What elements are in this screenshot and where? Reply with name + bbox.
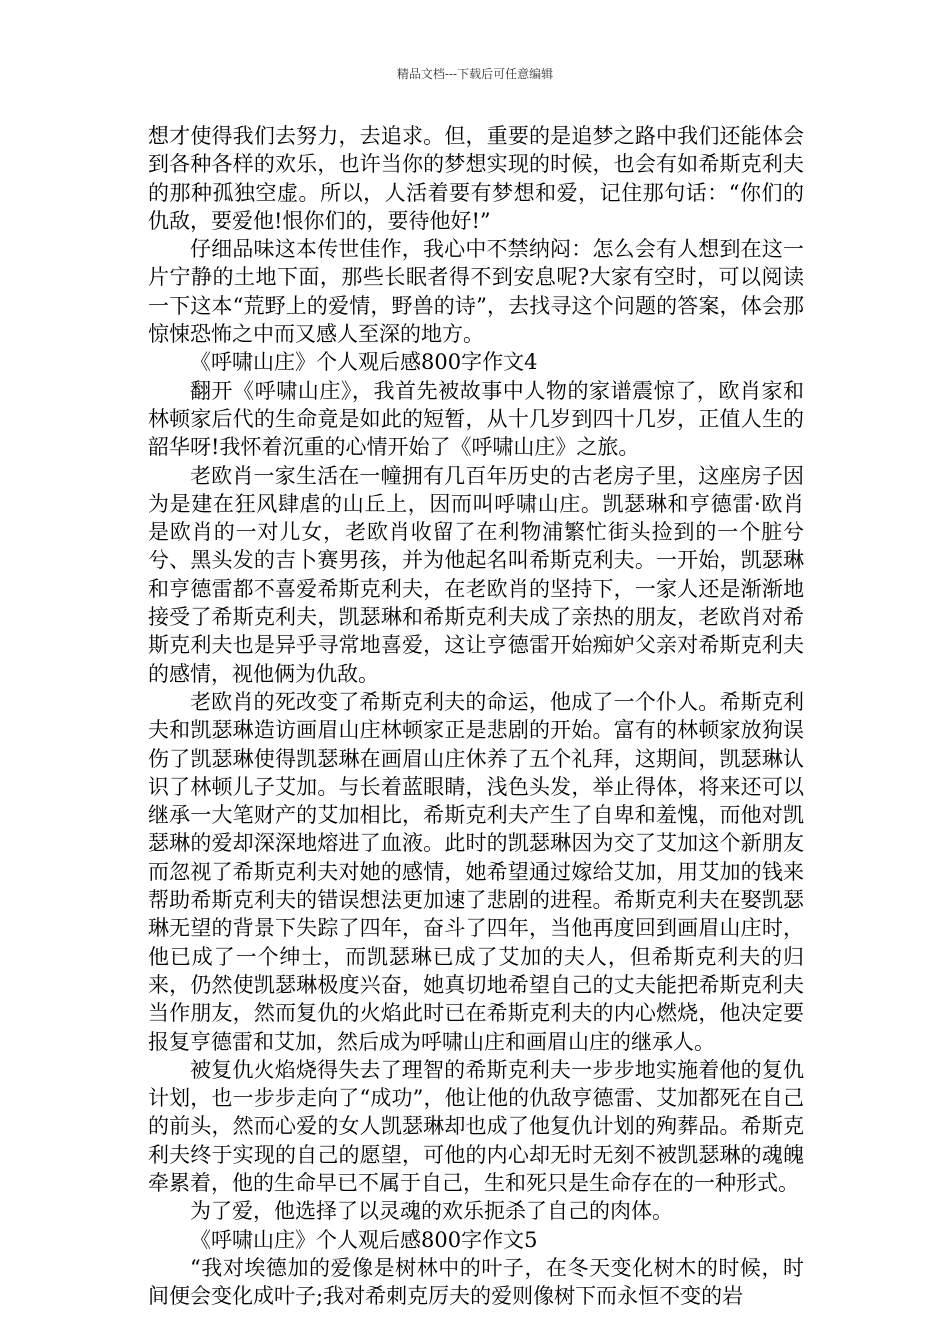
page-header: 精品文档---下载后可任意编辑: [396, 67, 554, 81]
paragraph-8: “我对埃德加的爱像是树林中的叶子，在冬天变化树木的时候，时间便会变化成叶子;我对希刺克厉夫的爱则像树下而永恒不变的岩: [148, 1255, 804, 1309]
section-heading-4: 《呼啸山庄》个人观后感800字作文4: [190, 350, 538, 375]
paragraph-1: 想才使得我们去努力，去追求。但，重要的是追梦之路中我们还能体会到各种各样的欢乐，也许当你的梦想实现的时候，也会有如希斯克利夫的那种孤独空虚。所以，人活着要有梦想和爱，记住那句话：“你们的仇敌，要爱他!恨你们的，要待他好!”: [148, 124, 804, 233]
paragraph-2: 仔细品味这本传世佳作，我心中不禁纳闷：怎么会有人想到在这一片宁静的土地下面，那些长眠者得不到安息呢?大家有空时，可以阅读一下这本“荒野上的爱情，野兽的诗”，去找寻这个问题的答案，体会那惊悚恐怖之中而又感人至深的地方。: [148, 237, 804, 347]
paragraph-5: 老欧肖的死改变了希斯克利夫的命运，他成了一个仆人。希斯克利夫和凯瑟琳造访画眉山庄林顿家正是悲剧的开始。富有的林顿家放狗误伤了凯瑟琳使得凯瑟琳在画眉山庄休养了五个礼拜，这期间，凯瑟琳认识了林顿儿子艾加。与长着蓝眼睛，浅色头发，举止得体，将来还可以继承一大笔财产的艾加相比，希斯克利夫产生了自卑和羞愧，而他对凯瑟琳的爱却深深地熔进了血液。此时的凯瑟琳因为交了艾加这个新朋友而忽视了希斯克利夫对她的感情，她希望通过嫁给艾加，用艾加的钱来帮助希斯克利夫的错误想法更加速了悲剧的进程。希斯克利夫在娶凯瑟琳无望的背景下失踪了四年，奋斗了四年，当他再度回到画眉山庄时，他已成了一个绅士，而凯瑟琳已成了艾加的夫人，但希斯克利夫的归来，仍然使凯瑟琳极度兴奋，她真切地希望自己的丈夫能把希斯克利夫当作朋友，然而复仇的火焰此时已在希斯克利夫的内心燃烧，他决定要报复亨德雷和艾加，然后成为呼啸山庄和画眉山庄的继承人。: [148, 689, 804, 1054]
paragraph-3: 翻开《呼啸山庄》，我首先被故事中人物的家谱震惊了，欧肖家和林顿家后代的生命竟是如此的短暂，从十几岁到四十几岁，正值人生的韶华呀!我怀着沉重的心情开始了《呼啸山庄》之旅。: [148, 378, 804, 460]
paragraph-6: 被复仇火焰烧得失去了理智的希斯克利夫一步步地实施着他的复仇计划，也一步步走向了“成功”，他让他的仇敌亨德雷、艾加都死在自己的前头，然而心爱的女人凯瑟琳却也成了他复仇计划的殉葬品。希斯克利夫终于实现的自己的愿望，可他的内心却无时无刻不被凯瑟琳的魂魄牵累着，他的生命早已不属于自己，生和死只是生命存在的一种形式。: [148, 1057, 804, 1195]
paragraph-7: 为了爱，他选择了以灵魂的欢乐扼杀了自己的肉体。: [190, 1199, 673, 1224]
document-body: [148, 122, 804, 1310]
paragraph-4: 老欧肖一家生活在一幢拥有几百年历史的古老房子里，这座房子因为是建在狂风肆虐的山丘上，因而叫呼啸山庄。凯瑟琳和亨德雷·欧肖是欧肖的一对儿女，老欧肖收留了在利物浦繁忙街头捡到的一个脏兮兮、黑头发的吉卜赛男孩，并为他起名叫希斯克利夫。一开始，凯瑟琳和亨德雷都不喜爱希斯克利夫，在老欧肖的坚持下，一家人还是渐渐地接受了希斯克利夫，凯瑟琳和希斯克利夫成了亲热的朋友，老欧肖对希斯克利夫也是异乎寻常地喜爱，这让亨德雷开始痴妒父亲对希斯克利夫的感情，视他俩为仇敌。: [148, 463, 804, 686]
section-heading-5: 《呼啸山庄》个人观后感800字作文5: [190, 1227, 538, 1252]
